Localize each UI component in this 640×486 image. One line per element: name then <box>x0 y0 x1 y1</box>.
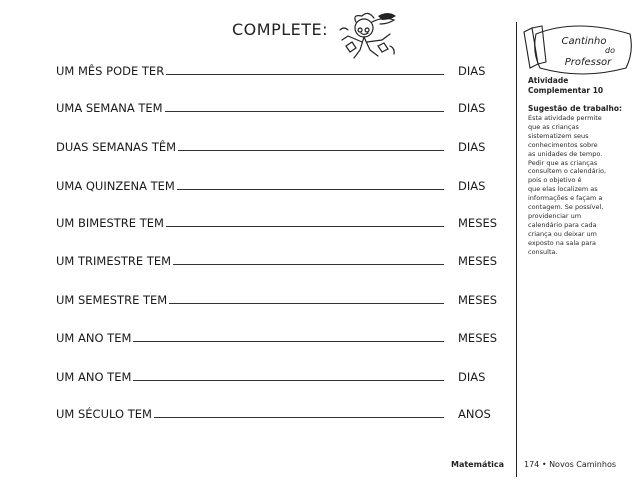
row-label: UM TRIMESTRE TEM <box>56 254 172 268</box>
teacher-corner-badge <box>522 20 636 80</box>
answer-line[interactable] <box>177 189 444 190</box>
row-unit: MESES <box>458 293 498 307</box>
row-label: UM BIMESTRE TEM <box>56 216 164 230</box>
suggestion-line: conhecimentos sobre <box>528 140 598 149</box>
row-label: UM MÊS PODE TER <box>56 64 165 78</box>
footer-page-number: 174 • Novos Caminhos <box>524 460 616 469</box>
footer-subject: Matemática <box>451 460 505 469</box>
page-title: COMPLETE: <box>232 20 329 39</box>
exercise-row <box>56 366 500 384</box>
exercise-row <box>56 97 500 115</box>
answer-line[interactable] <box>173 264 444 265</box>
row-unit: ANOS <box>458 407 491 421</box>
suggestion-line: sistematizem seus <box>528 131 589 140</box>
activity-title-line: Complementar 10 <box>528 86 604 95</box>
row-label: UMA SEMANA TEM <box>56 101 163 115</box>
suggestion-text <box>528 114 620 257</box>
suggestion-line: contagem. Se possível, <box>528 203 604 212</box>
suggestion-line: criança ou deixar um <box>528 229 597 238</box>
row-unit: MESES <box>458 331 498 345</box>
answer-line[interactable] <box>166 226 444 227</box>
suggestion-heading: Sugestão de trabalho: <box>528 104 622 113</box>
row-unit: DIAS <box>458 64 486 78</box>
footer-divider <box>516 455 517 477</box>
answer-line[interactable] <box>178 150 444 151</box>
row-label: UM SÉCULO TEM <box>56 407 152 421</box>
row-label: UM ANO TEM <box>56 370 132 384</box>
row-unit: MESES <box>458 216 498 230</box>
suggestion-line: exposto na sala para <box>528 238 596 247</box>
row-label: UM SEMESTRE TEM <box>56 293 168 307</box>
answer-line[interactable] <box>154 417 444 418</box>
exercise-row <box>56 289 500 307</box>
suggestion-line: providenciar um <box>528 211 582 220</box>
row-unit: DIAS <box>458 101 486 115</box>
suggestion-line: calendário para cada <box>528 220 597 229</box>
suggestion-line: Pedir que as crianças <box>528 158 598 167</box>
answer-line[interactable] <box>169 303 444 304</box>
badge-text-line3: Professor <box>564 57 612 68</box>
exercise-row <box>56 136 500 154</box>
exercise-row <box>56 403 500 421</box>
badge-text-line1: Cantinho <box>561 36 607 47</box>
row-label: UMA QUINZENA TEM <box>56 179 175 193</box>
row-label: DUAS SEMANAS TÊM <box>56 140 177 154</box>
suggestion-line: Esta atividade permite <box>528 114 602 122</box>
suggestion-line: consulta. <box>528 247 558 256</box>
activity-title <box>528 76 634 96</box>
answer-line[interactable] <box>133 341 444 342</box>
answer-line[interactable] <box>165 111 444 112</box>
suggestion-line: informações e façam a <box>528 194 603 203</box>
exercise-row <box>56 327 500 345</box>
answer-line[interactable] <box>133 380 444 381</box>
exercise-row <box>56 175 500 193</box>
answer-line[interactable] <box>166 74 444 75</box>
activity-title-line: Atividade <box>528 76 569 85</box>
suggestion-line: que elas localizem as <box>528 185 598 194</box>
suggestion-line: consultem o calendário, <box>528 167 607 176</box>
exercise-row <box>56 250 500 268</box>
exercise-row <box>56 60 500 78</box>
suggestion-line: que as crianças <box>528 122 579 131</box>
row-label: UM ANO TEM <box>56 331 132 345</box>
badge-text-line2: do <box>605 46 615 55</box>
row-unit: MESES <box>458 254 498 268</box>
suggestion-line: pois o objetivo é <box>528 176 582 185</box>
sidebar-divider <box>516 22 517 472</box>
row-unit: DIAS <box>458 370 486 384</box>
row-unit: DIAS <box>458 179 486 193</box>
teacher-corner-sidebar <box>522 20 636 84</box>
row-unit: DIAS <box>458 140 486 154</box>
exercise-row <box>56 212 500 230</box>
suggestion-line: as unidades de tempo. <box>528 149 603 158</box>
